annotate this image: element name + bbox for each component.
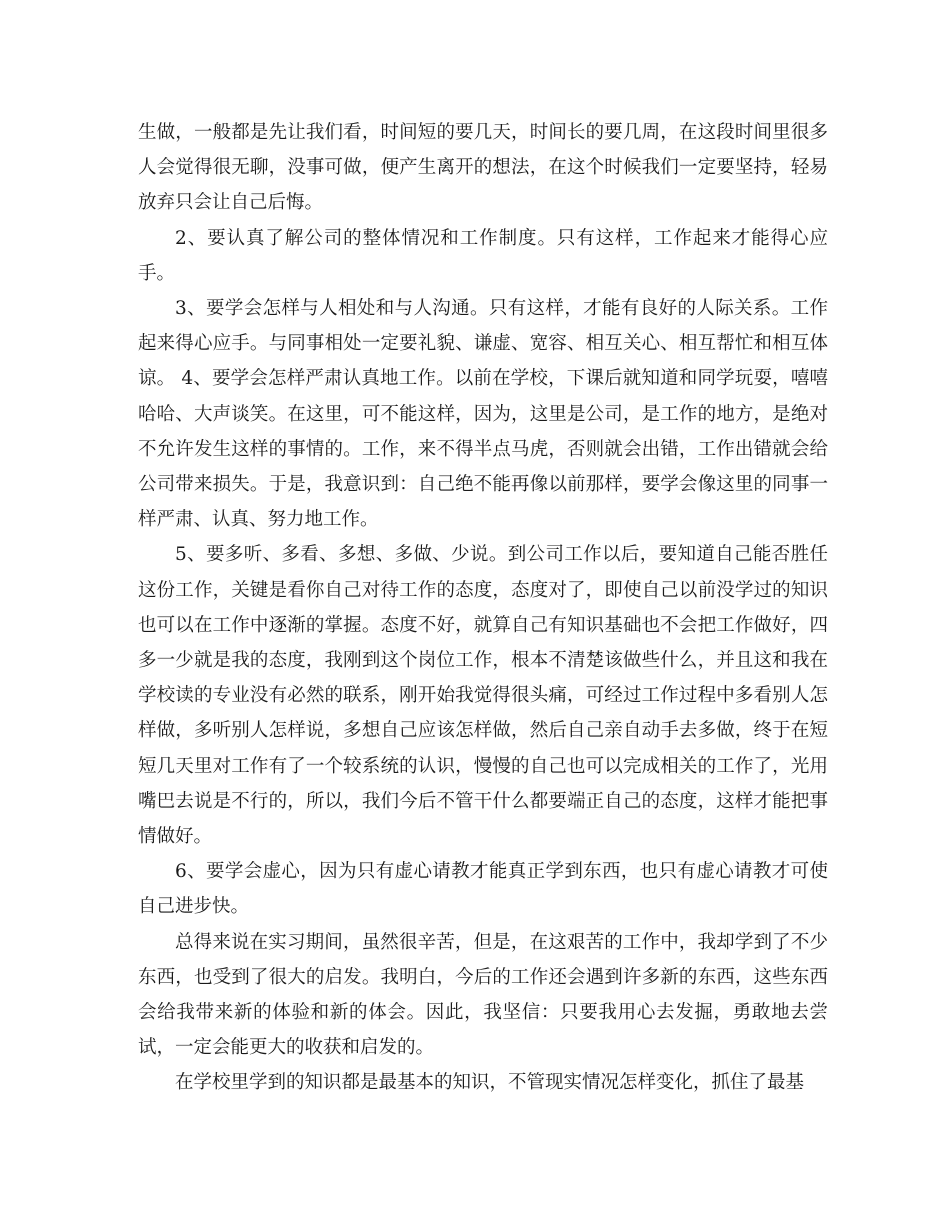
document-body xyxy=(138,115,828,1101)
paragraph-point-5: 5、要多听、多看、多想、多做、少说。到公司工作以后，要知道自己能否胜任这份工作，关键是看你自己对待工作的态度，态度对了，即使自己以前没学过的知识也可以在工作中逐渐的掌握。态度不好，就算自己有知识基础也不会把工作做好，四多一少就是我的态度，我刚到这个岗位工作，根本不清楚该做些什么，并且这和我在学校读的专业没有必然的联系，刚开始我觉得很头痛，可经过工作过程中多看别人怎样做，多听别人怎样说，多想自己应该怎样做，然后自己亲自动手去多做，终于在短短几天里对工作有了一个较系统的认识，慢慢的自己也可以完成相关的工作了，光用嘴巴去说是不行的，所以，我们今后不管干什么都要端正自己的态度，这样才能把事情做好。 xyxy=(138,544,828,848)
paragraph-point-6: 6、要学会虚心，因为只有虚心请教才能真正学到东西，也只有虚心请教才可使自己进步快。 xyxy=(138,861,828,918)
paragraph-point-3-4: 3、要学会怎样与人相处和与人沟通。只有这样，才能有良好的人际关系。工作起来得心应手。与同事相处一定要礼貌、谦虚、宽容、相互关心、相互帮忙和相互体谅。 4、要学会怎样严肃认真地工作。以前在学校，下课后就知道和同学玩耍，嘻嘻哈哈、大声谈笑。在这里，可不能这样，因为，这里是公司，是工作的地方，是绝对不允许发生这样的事情的。工作，来不得半点马虎，否则就会出错，工作出错就会给公司带来损失。于是，我意识到：自己绝不能再像以前那样，要学会像这里的同事一样严肃、认真、努力地工作。 xyxy=(138,298,828,531)
paragraph-summary: 总得来说在实习期间，虽然很辛苦，但是，在这艰苦的工作中，我却学到了不少东西，也受到了很大的启发。我明白，今后的工作还会遇到许多新的东西，这些东西会给我带来新的体验和新的体会。因此，我坚信：只要我用心去发掘，勇敢地去尝试，一定会能更大的收获和启发的。 xyxy=(138,931,828,1059)
paragraph-school-knowledge: 在学校里学到的知识都是最基本的知识，不管现实情况怎样变化，抓住了最基 xyxy=(175,1072,805,1094)
paragraph-point-2: 2、要认真了解公司的整体情况和工作制度。只有这样，工作起来才能得心应手。 xyxy=(138,227,828,284)
paragraph-continuation: 生做，一般都是先让我们看，时间短的要几天，时间长的要几周，在这段时间里很多人会觉得很无聊，没事可做，便产生离开的想法，在这个时候我们一定要坚持，轻易放弃只会让自己后悔。 xyxy=(138,122,828,214)
